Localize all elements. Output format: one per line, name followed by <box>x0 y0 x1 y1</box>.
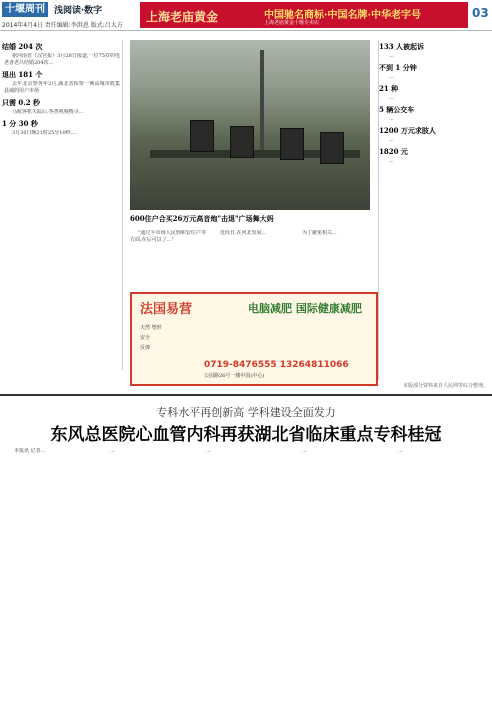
ad2-line: 安全 <box>140 335 151 341</box>
text-col: "通过平市场人民到和安住户等方面,在后可以了..." <box>130 230 206 243</box>
ad2-title2: 电脑减肥 国际健康减肥 <box>248 302 362 315</box>
speaker <box>190 120 214 152</box>
news-head: 结婚 204 次 <box>2 42 43 51</box>
article-col: ... <box>302 448 307 454</box>
ad2-phone: 0719-8476555 13264811066 <box>204 360 349 370</box>
issue-line: 2014年4月4日 责任编辑:李洪恩 版式:吕大方 <box>2 22 123 29</box>
lamp-post <box>260 50 264 150</box>
hospital-article <box>0 394 492 705</box>
news-body: ... <box>389 137 394 143</box>
ad-brand: 上海老庙黄金 <box>146 10 219 24</box>
news-head: 1 分 30 秒 <box>2 119 38 128</box>
paper-name: 十堰周刊 <box>2 2 48 17</box>
ad-sub: 上海老庙黄金十堰专卖店 <box>264 20 320 26</box>
ad2-line: 反弹 <box>140 345 151 351</box>
news-body: ... <box>389 158 394 164</box>
ad-slogan: 中国驰名商标·中国名牌·中华老字号 <box>264 10 421 21</box>
news-head: 1820 元 <box>379 147 408 156</box>
news-head: 21 种 <box>379 84 399 93</box>
news-item <box>2 119 122 137</box>
text-col: 为了避免相关... <box>302 230 337 236</box>
slimming-advert <box>130 292 378 386</box>
page-number: 03 <box>472 6 489 20</box>
news-head: 退出 181 个 <box>2 70 43 79</box>
speaker <box>320 132 344 164</box>
news-body: 去年北京警务年2月,湖北省检察一期高城市收集县域的用户市场 <box>4 81 120 94</box>
news-head: 5 辆公交车 <box>379 105 415 114</box>
speaker <box>230 126 254 158</box>
news-body: ... <box>389 116 394 122</box>
news-body: ... <box>389 95 394 101</box>
news-item <box>2 98 122 116</box>
news-head: 133 人被起诉 <box>379 42 425 51</box>
news-item <box>379 84 491 102</box>
news-body: 3月30日晚21时25分10秒,... <box>12 130 77 136</box>
news-head: 不到 1 分钟 <box>379 63 417 72</box>
article-col: ... <box>110 448 115 454</box>
news-item <box>2 42 122 67</box>
news-item <box>379 105 491 123</box>
news-body: 马航客机失踪后,各类视频搜寻... <box>12 109 84 115</box>
article-col: ... <box>398 448 403 454</box>
ad2-address: 公园路26号一楼中国(中心) <box>204 373 265 379</box>
photo-caption-small: 26万元的扩音设备。 <box>308 242 364 249</box>
news-body: ... <box>389 53 394 59</box>
source-note-bar <box>0 382 492 392</box>
ad2-title: 法国易营 <box>140 302 193 317</box>
article-body <box>6 448 486 704</box>
article-col: ... <box>206 448 211 454</box>
news-item <box>379 63 491 81</box>
news-item <box>379 147 491 165</box>
article-headline: 东风总医院心血管内科再获湖北省临床重点专科桂冠 <box>50 425 442 445</box>
text-col: 近段日,在河北发展... <box>220 230 267 236</box>
news-head: 1200 万元求肢人 <box>379 126 436 135</box>
photo-caption: 600住户合买26万元高音炮"击退"广场舞大妈 <box>130 214 274 223</box>
news-body: 据河南省《汉宫报》3月28日报道,一位75岁的电老者老吕结婚204次... <box>4 53 120 66</box>
gold-advert <box>140 2 468 28</box>
speaker <box>280 128 304 160</box>
right-news-column <box>378 40 491 380</box>
article-col: 本报讯 记者... <box>14 448 46 454</box>
news-item <box>2 70 122 95</box>
source-note: 本版部分资料来自人民网等综合整理。 <box>402 383 488 389</box>
news-item <box>379 42 491 60</box>
news-head: 只需 0.2 秒 <box>2 98 41 107</box>
column-name: 浅阅读·数字 <box>54 6 103 16</box>
masthead <box>0 0 492 31</box>
article-kicker: 专科水平再创新高 学科建设全面发力 <box>156 406 336 419</box>
news-body: ... <box>389 74 394 80</box>
news-item <box>379 126 491 144</box>
ad2-line: 天然 塑形 <box>140 325 162 331</box>
left-news-column <box>2 40 123 370</box>
